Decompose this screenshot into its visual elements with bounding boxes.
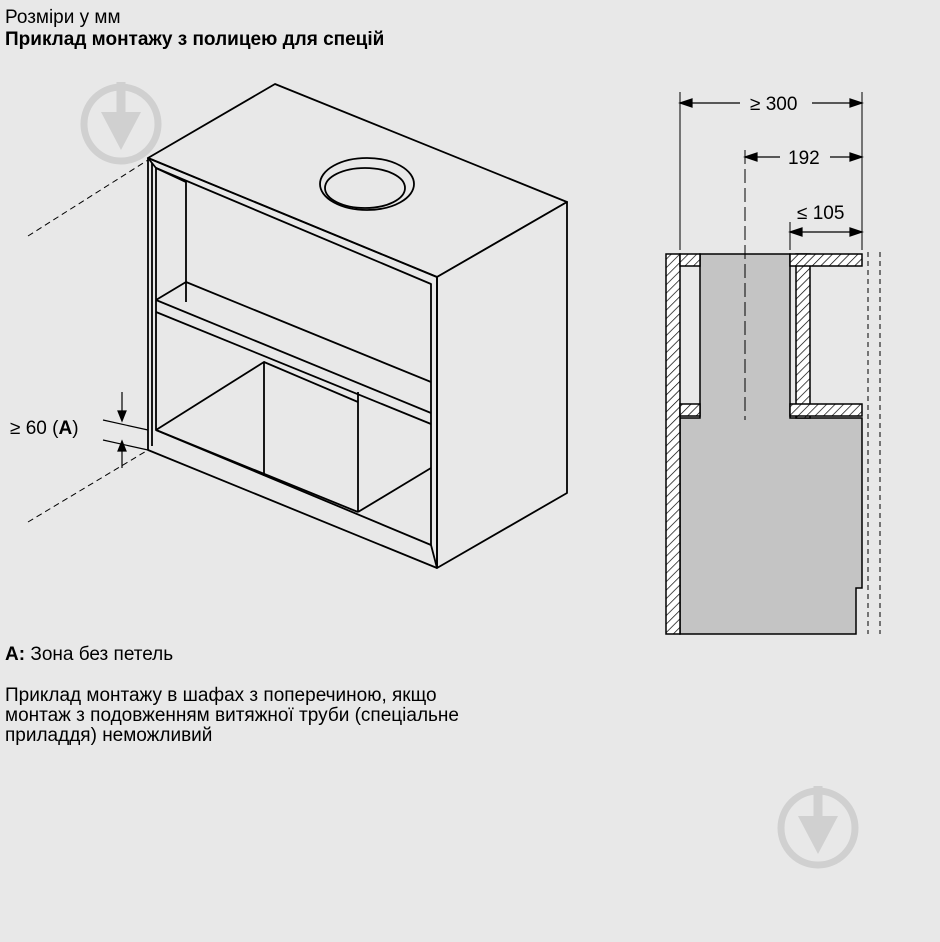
installation-note — [5, 686, 459, 746]
units-subtitle: Розміри у мм — [5, 7, 121, 28]
note-line: приладдя) неможливий — [5, 725, 213, 746]
legend — [5, 645, 173, 665]
hinge-free-label: ≥ 60 (A) — [10, 418, 79, 439]
duct-offset-label: 192 — [788, 148, 820, 169]
width-min-label: ≥ 300 — [750, 94, 798, 115]
watermark-logo-icon — [781, 786, 855, 865]
legend-text: Зона без петель — [30, 644, 174, 665]
hinge-free-dimension — [103, 392, 148, 468]
rear-max-label: ≤ 105 — [797, 203, 845, 224]
legend-key: A: — [5, 644, 26, 665]
section-drawing — [666, 92, 880, 634]
page-title: Приклад монтажу з полицею для спецій — [5, 29, 385, 50]
note-line: монтаж з подовженням витяжної труби (спеціальне — [5, 705, 459, 726]
note-line: Приклад монтажу в шафах з поперечиною, якщо — [5, 685, 437, 706]
watermark-logo-icon — [84, 82, 158, 161]
